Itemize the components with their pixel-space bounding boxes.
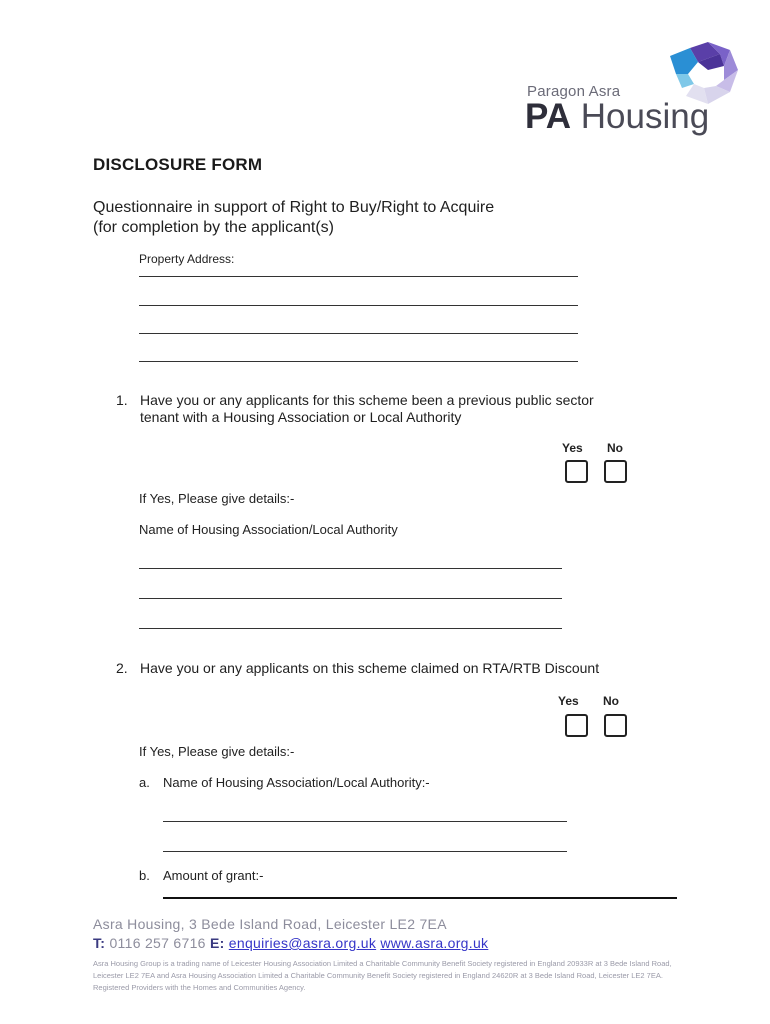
q2-text: Have you or any applicants on this scheme claimed on RTA/RTB Discount xyxy=(140,660,600,676)
q2-details-label: If Yes, Please give details:- xyxy=(139,744,295,759)
subtitle-line-2: (for completion by the applicant(s) xyxy=(93,219,334,236)
property-address-line[interactable] xyxy=(139,276,578,277)
q1-answer-line[interactable] xyxy=(139,628,562,629)
q1-yes-label: Yes xyxy=(562,441,583,455)
footer-contact xyxy=(93,935,488,951)
q2-b-label: Amount of grant:- xyxy=(163,868,264,883)
email-link[interactable]: enquiries@asra.org.uk xyxy=(228,935,377,951)
q1-number: 1. xyxy=(116,392,128,408)
q1-text xyxy=(140,392,594,426)
q2-a-marker: a. xyxy=(139,775,150,790)
q2-number: 2. xyxy=(116,660,128,676)
footer-address: Asra Housing, 3 Bede Island Road, Leicester LE2 7EA xyxy=(93,916,447,932)
q2-no-label: No xyxy=(603,694,619,708)
email-label: E: xyxy=(209,935,225,951)
q2-yes-checkbox[interactable] xyxy=(565,714,588,737)
form-subtitle xyxy=(93,198,494,238)
logo-subline: Paragon Asra xyxy=(527,83,621,100)
property-address-line[interactable] xyxy=(139,305,578,306)
q2-b-answer-line[interactable] xyxy=(163,897,677,899)
q1-line-2: tenant with a Housing Association or Local Authority xyxy=(140,409,462,425)
q1-answer-line[interactable] xyxy=(139,568,562,569)
q2-a-label: Name of Housing Association/Local Authority:- xyxy=(163,775,430,790)
logo-wordmark xyxy=(525,99,709,134)
q2-no-checkbox[interactable] xyxy=(604,714,627,737)
q2-yes-label: Yes xyxy=(558,694,579,708)
property-address-line[interactable] xyxy=(139,333,578,334)
footer-legal: Asra Housing Group is a trading name of Leicester Housing Association Limited a Charitable Community Benefit Society registered in England 20933R at 3 Bede Island Road, Leicester LE2 7EA and Asra Housing Association Limited a Charitable Community Benefit Society registered in England 24620R at 3 Bede Island Road, Leicester LE2 7EA. Registered Providers with the Homes and Communities Agency. xyxy=(93,959,672,992)
q2-a-answer-line[interactable] xyxy=(163,821,567,822)
q1-no-label: No xyxy=(607,441,623,455)
q1-line-1: Have you or any applicants for this scheme been a previous public sector xyxy=(140,392,594,408)
logo-brand-light: Housing xyxy=(580,97,710,136)
website-link[interactable]: www.asra.org.uk xyxy=(380,935,489,951)
q2-b-marker: b. xyxy=(139,868,150,883)
property-address-line[interactable] xyxy=(139,361,578,362)
phone-number: 0116 257 6716 xyxy=(109,935,206,951)
phone-label: T: xyxy=(93,935,106,951)
q1-no-checkbox[interactable] xyxy=(604,460,627,483)
q1-name-label: Name of Housing Association/Local Authority xyxy=(139,522,398,537)
logo-brand-bold: PA xyxy=(525,97,572,136)
property-address-label: Property Address: xyxy=(139,252,235,266)
q1-answer-line[interactable] xyxy=(139,598,562,599)
subtitle-line-1: Questionnaire in support of Right to Buy/Right to Acquire xyxy=(93,199,495,216)
form-title: DISCLOSURE FORM xyxy=(93,155,263,174)
q2-a-answer-line[interactable] xyxy=(163,851,567,852)
q1-details-label: If Yes, Please give details:- xyxy=(139,491,295,506)
q1-yes-checkbox[interactable] xyxy=(565,460,588,483)
